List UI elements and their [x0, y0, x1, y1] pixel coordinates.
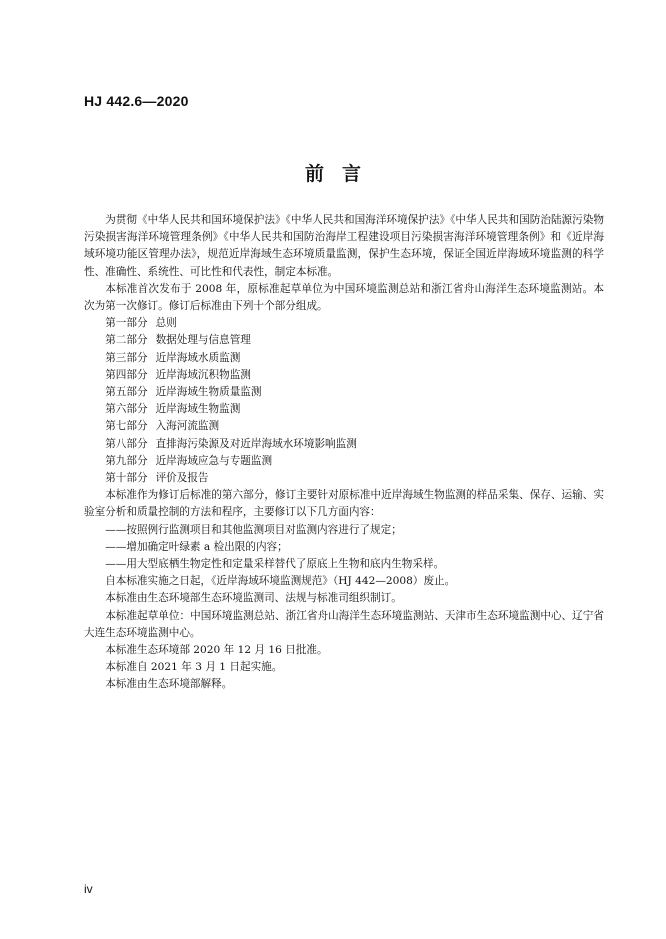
part-name: 数据处理与信息管理 [155, 334, 251, 347]
list-item [84, 367, 604, 384]
part-name: 直排海污染源及对近岸海域水环境影响监测 [155, 437, 357, 450]
part-label: 第五部分 [105, 386, 148, 399]
paragraph-purpose: 为贯彻《中华人民共和国环境保护法》《中华人民共和国海洋环境保护法》《中华人民共和国防治陆源污染物污染损害海洋环境管理条例》《中华人民共和国防治海岸工程建设项目污染损害海洋环境管理条例》和《近岸海域环境功能区管理办法》，规范近岸海域生态环境质量监测，保护生态环境，保证全国近岸海域环境监测的科学性、准确性、系统性、可比性和代表性，制定本标准。 [84, 214, 604, 278]
foreword-body [84, 212, 604, 694]
paragraph-organizer: 本标准由生态环境部生态环境监测司、法规与标准司组织制订。 [105, 592, 402, 605]
page-title: 前言 [304, 163, 379, 185]
part-label: 第六部分 [105, 403, 148, 416]
list-item [84, 315, 604, 332]
part-name: 近岸海域生物监测 [155, 403, 241, 416]
part-label: 第九部分 [105, 454, 148, 467]
part-name: 总则 [155, 317, 177, 330]
part-label: 第二部分 [105, 334, 148, 347]
paragraph-effective-date: 本标准自 2021 年 3 月 1 日起实施。 [105, 661, 283, 674]
part-label: 第七部分 [105, 420, 148, 433]
part-label: 第一部分 [105, 317, 148, 330]
paragraph-revision-item-3: ——用大型底栖生物定性和定量采样替代了原底上生物和底内生物采样。 [105, 558, 445, 571]
paragraph-revision-item-1: ——按照例行监测项目和其他监测项目对监测内容进行了规定； [105, 523, 402, 536]
paragraph-approval: 本标准生态环境部 2020 年 12 月 16 日批准。 [105, 644, 328, 657]
part-name: 评价及报告 [155, 472, 209, 485]
list-item [84, 350, 604, 367]
paragraph-history: 本标准首次发布于 2008 年，原标准起草单位为中国环境监测总站和浙江省舟山海洋生态环境监测站。本次为第一次修订。修订后标准由下列十个部分组成。 [84, 282, 604, 313]
list-item [84, 384, 604, 401]
parts-list [84, 315, 604, 487]
part-label: 第四部分 [105, 368, 148, 381]
list-item [84, 470, 604, 487]
page-number: iv [84, 882, 93, 896]
list-item [84, 401, 604, 418]
paragraph-interpretation: 本标准由生态环境部解释。 [105, 678, 233, 691]
part-name: 近岸海域生物质量监测 [155, 386, 262, 399]
part-name: 近岸海域沉积物监测 [155, 368, 251, 381]
part-name: 近岸海域应急与专题监测 [155, 454, 273, 467]
part-label: 第十部分 [105, 472, 148, 485]
part-name: 近岸海域水质监测 [155, 351, 241, 364]
part-label: 第八部分 [105, 437, 148, 450]
list-item [84, 453, 604, 470]
part-label: 第三部分 [105, 351, 148, 364]
list-item [84, 332, 604, 349]
paragraph-drafters: 本标准起草单位：中国环境监测总站、浙江省舟山海洋生态环境监测站、天津市生态环境监测中心、辽宁省大连生态环境监测中心。 [84, 609, 604, 639]
paragraph-revision-scope: 本标准作为修订后标准的第六部分，修订主要针对原标准中近岸海域生物监测的样品采集、保存、运输、实验室分析和质量控制的方法和程序，主要修订以下几方面内容： [84, 489, 604, 519]
part-name: 入海河流监测 [155, 420, 220, 433]
paragraph-revision-item-2: ——增加确定叶绿素 a 检出限的内容； [105, 540, 288, 553]
list-item [84, 436, 604, 453]
list-item [84, 418, 604, 435]
paragraph-abolish: 自本标准实施之日起，《近岸海域环境监测规范》（HJ 442—2008）废止。 [105, 575, 456, 588]
standard-code: HJ 442.6—2020 [84, 93, 189, 109]
